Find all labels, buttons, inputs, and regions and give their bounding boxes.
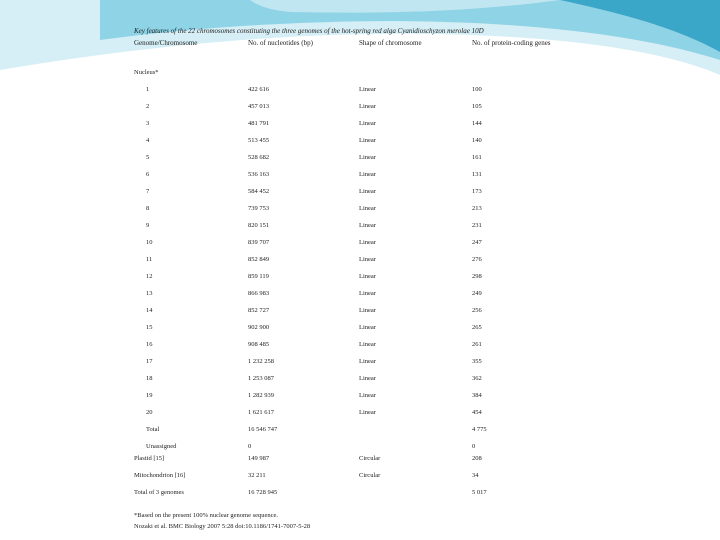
table-cell-genes: 276	[472, 256, 482, 263]
table-cell-nt: 536 163	[248, 171, 270, 178]
citation: Nozaki et al. BMC Biology 2007 5:28 doi:10.1186/1741-7007-5-28	[134, 523, 311, 530]
table-cell-nt: 902 900	[248, 324, 270, 331]
table-cell-nt: 859 119	[248, 273, 269, 280]
table-cell-genes: 213	[472, 205, 482, 212]
table-cell-nt: 1 621 617	[248, 409, 274, 416]
table-caption: Key features of the 22 chromosomes constituting the three genomes of the hot-spring red alga Cyanidioschyzon merolae 10D	[134, 27, 484, 35]
table-cell-id: Unassigned	[146, 443, 177, 450]
table-cell-genes: 355	[472, 358, 482, 365]
header-nucleotides: No. of nucleotides (bp)	[248, 39, 313, 47]
table-cell-id: 13	[146, 290, 153, 297]
table-cell-genes: 100	[472, 86, 482, 93]
table-cell-shape: Circular	[359, 472, 381, 479]
table-cell-shape: Linear	[359, 375, 376, 382]
table-cell-shape: Linear	[359, 188, 376, 195]
table-cell-nt: 149 987	[248, 455, 270, 462]
table-cell-genes: 5 017	[472, 489, 487, 496]
table-cell-shape: Linear	[359, 86, 376, 93]
header-genome: Genome/Chromosome	[134, 39, 198, 47]
header-genes: No. of protein-coding genes	[472, 39, 551, 47]
table-cell-nt: 1 282 939	[248, 392, 274, 399]
table-cell-shape: Linear	[359, 290, 376, 297]
table-cell-nt: 481 791	[248, 120, 270, 127]
table-cell-nt: 866 983	[248, 290, 270, 297]
table-cell-id: 5	[146, 154, 150, 161]
table-cell-nt: 584 452	[248, 188, 270, 195]
table-cell-genes: 384	[472, 392, 482, 399]
table-cell-nt: 528 682	[248, 154, 270, 161]
table-cell-shape: Linear	[359, 154, 376, 161]
table-cell-genes: 265	[472, 324, 482, 331]
header-shape: Shape of chromosome	[359, 39, 422, 47]
table-cell-genes: 144	[472, 120, 482, 127]
table-cell-genes: 231	[472, 222, 482, 229]
table-cell-id: 20	[146, 409, 153, 416]
table-cell-id: Mitochondrion [16]	[134, 472, 186, 479]
table-cell-id: 17	[146, 358, 153, 365]
table-cell-shape: Linear	[359, 409, 376, 416]
table-cell-shape: Linear	[359, 256, 376, 263]
table-cell-nt: 16 546 747	[248, 426, 278, 433]
table-cell-genes: 34	[472, 472, 479, 479]
table-cell-id: 6	[146, 171, 150, 178]
table-cell-genes: 249	[472, 290, 482, 297]
table-cell-shape: Linear	[359, 205, 376, 212]
table-cell-id: 9	[146, 222, 150, 229]
table-cell-genes: 208	[472, 455, 482, 462]
table-cell-id: 4	[146, 137, 150, 144]
table-cell-nt: 422 616	[248, 86, 270, 93]
table-cell-id: 15	[146, 324, 153, 331]
table-cell-id: 8	[146, 205, 150, 212]
table-cell-genes: 298	[472, 273, 482, 280]
table-cell-genes: 0	[472, 443, 476, 450]
table-cell-nt: 1 253 087	[248, 375, 274, 382]
table-cell-nt: 0	[248, 443, 252, 450]
table-cell-shape: Linear	[359, 324, 376, 331]
table-cell-nt: 852 849	[248, 256, 270, 263]
table-cell-genes: 161	[472, 154, 482, 161]
table-cell-id: Total of 3 genomes	[134, 489, 184, 496]
table-cell-shape: Linear	[359, 239, 376, 246]
table-cell-shape: Linear	[359, 171, 376, 178]
table-cell-genes: 256	[472, 307, 482, 314]
table-cell-genes: 140	[472, 137, 482, 144]
footnote: *Based on the present 100% nuclear genome sequence.	[134, 512, 279, 519]
table-cell-id: 7	[146, 188, 150, 195]
table-cell-genes: 261	[472, 341, 482, 348]
table-cell-nt: 457 013	[248, 103, 270, 110]
table-cell-id: Total	[146, 426, 160, 433]
table-cell-id: 11	[146, 256, 153, 263]
table-cell-id: Plastid [15]	[134, 455, 165, 462]
table-cell-id: 14	[146, 307, 153, 314]
table-cell-nt: 820 151	[248, 222, 270, 229]
table-cell-id: 16	[146, 341, 153, 348]
table-cell-genes: 173	[472, 188, 482, 195]
table-cell-id: 19	[146, 392, 153, 399]
nucleus-label: Nucleus*	[134, 69, 159, 76]
table-cell-genes: 247	[472, 239, 482, 246]
table-cell-shape: Linear	[359, 307, 376, 314]
table-cell-id: 2	[146, 103, 150, 110]
table-cell-shape: Linear	[359, 392, 376, 399]
table-cell-shape: Linear	[359, 103, 376, 110]
table-cell-nt: 739 753	[248, 205, 270, 212]
table-cell-genes: 105	[472, 103, 482, 110]
table-cell-genes: 131	[472, 171, 482, 178]
table-cell-genes: 362	[472, 375, 482, 382]
table-cell-shape: Linear	[359, 120, 376, 127]
table-cell-nt: 852 727	[248, 307, 270, 314]
table-cell-nt: 16 728 945	[248, 489, 278, 496]
table-cell-id: 3	[146, 120, 150, 127]
table-cell-nt: 1 232 258	[248, 358, 274, 365]
table-cell-genes: 454	[472, 409, 482, 416]
table-cell-nt: 32 211	[248, 472, 266, 479]
table-cell-id: 12	[146, 273, 153, 280]
table-cell-shape: Linear	[359, 222, 376, 229]
table-cell-genes: 4 775	[472, 426, 487, 433]
table-cell-shape: Circular	[359, 455, 381, 462]
table-cell-nt: 513 455	[248, 137, 270, 144]
table-cell-id: 1	[146, 86, 150, 93]
table-cell-id: 10	[146, 239, 153, 246]
table-cell-id: 18	[146, 375, 153, 382]
table-cell-shape: Linear	[359, 341, 376, 348]
table-cell-nt: 839 707	[248, 239, 270, 246]
table-cell-shape: Linear	[359, 358, 376, 365]
table-cell-nt: 908 485	[248, 341, 270, 348]
table-cell-shape: Linear	[359, 273, 376, 280]
table-cell-shape: Linear	[359, 137, 376, 144]
